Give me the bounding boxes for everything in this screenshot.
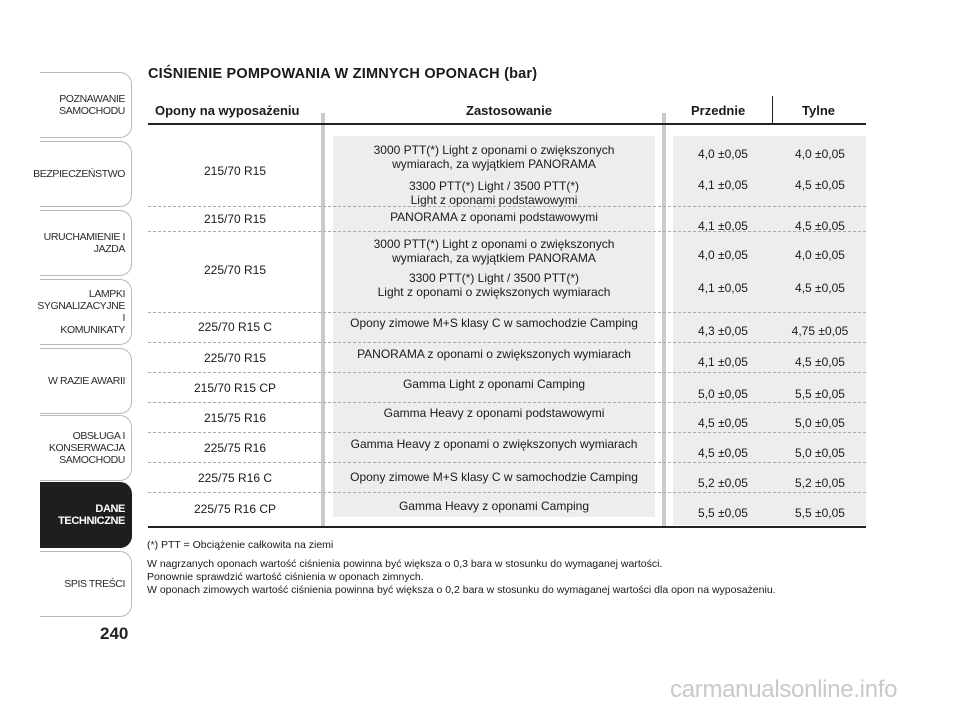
- front-pressure: 4,1 ±0,05: [698, 219, 748, 233]
- front-pressure: 4,3 ±0,05: [698, 324, 748, 338]
- sidebar-tab-poznawanie[interactable]: POZNAWANIE SAMOCHODU: [40, 72, 132, 138]
- footnote-line: W oponach zimowych wartość ciśnienia powinna być większa o 0,2 bara w stosunku do wymaganej wartości dla opon na wyposażeniu.: [147, 584, 776, 596]
- rear-pressure: 4,0 ±0,05: [795, 147, 845, 161]
- header-application: Zastosowanie: [466, 103, 552, 118]
- tyre-cell: 215/70 R15 CP: [193, 381, 277, 395]
- application-cell: Opony zimowe M+S klasy C w samochodzie Camping: [350, 316, 638, 330]
- row-divider: [148, 312, 866, 313]
- page-number: 240: [100, 624, 129, 643]
- header-rear: Tylne: [802, 103, 835, 118]
- rear-pressure: 4,5 ±0,05: [795, 178, 845, 192]
- front-pressure: 4,1 ±0,05: [698, 281, 748, 295]
- column-separator-right: [662, 113, 666, 527]
- application-cell: Gamma Heavy z oponami Camping: [398, 499, 590, 513]
- rear-pressure: 5,0 ±0,05: [795, 446, 845, 460]
- application-cell: Gamma Heavy z oponami podstawowymi: [383, 406, 605, 420]
- column-separator-left: [321, 113, 325, 527]
- rear-pressure: 4,5 ±0,05: [795, 219, 845, 233]
- sidebar-tab-dane-techniczne[interactable]: DANE TECHNICZNE: [40, 482, 132, 548]
- footnote-line: Ponownie sprawdzić wartość ciśnienia w oponach zimnych.: [147, 571, 424, 583]
- row-divider: [148, 432, 866, 433]
- application-cell: Gamma Heavy z oponami o zwiększonych wymiarach: [350, 437, 638, 451]
- tyre-cell: 215/75 R16: [203, 411, 267, 425]
- tyre-cell: 225/75 R16 C: [197, 471, 273, 485]
- page-title: CIŚNIENIE POMPOWANIA W ZIMNYCH OPONACH (bar): [148, 66, 538, 82]
- header-front: Przednie: [691, 103, 746, 118]
- application-cell: Gamma Light z oponami Camping: [402, 377, 586, 391]
- row-divider: [148, 492, 866, 493]
- front-pressure: 4,5 ±0,05: [698, 446, 748, 460]
- application-cell: 3300 PTT(*) Light / 3500 PTT(*) Light z oponami podstawowymi: [408, 179, 580, 207]
- rear-pressure: 4,5 ±0,05: [795, 281, 845, 295]
- sidebar-tab-bezpieczenstwo[interactable]: BEZPIECZEŃSTWO: [40, 141, 132, 207]
- front-pressure: 4,0 ±0,05: [698, 147, 748, 161]
- sidebar-tab-uruchamienie[interactable]: URUCHAMIENIE I JAZDA: [40, 210, 132, 276]
- sidebar-tab-spis-tresci[interactable]: SPIS TREŚCI: [40, 551, 132, 617]
- rear-pressure: 4,0 ±0,05: [795, 248, 845, 262]
- front-pressure: 4,1 ±0,05: [698, 355, 748, 369]
- application-cell: 3300 PTT(*) Light / 3500 PTT(*) Light z oponami o zwiększonych wymiarach: [377, 271, 611, 299]
- sidebar-tab-lampki[interactable]: LAMPKI SYGNALIZACYJNE I KOMUNIKATY: [40, 279, 132, 345]
- front-pressure: 4,1 ±0,05: [698, 178, 748, 192]
- rear-pressure: 5,5 ±0,05: [795, 506, 845, 520]
- watermark: carmanualsonline.info: [670, 676, 898, 703]
- front-pressure: 5,0 ±0,05: [698, 387, 748, 401]
- footnote-ptt: (*) PTT = Obciążenie całkowita na ziemi: [147, 539, 334, 551]
- tyre-cell: 225/75 R16: [203, 441, 267, 455]
- rear-pressure: 5,0 ±0,05: [795, 416, 845, 430]
- application-cell: 3000 PTT(*) Light z oponami o zwiększonych wymiarach, za wyjątkiem PANORAMA: [373, 237, 615, 265]
- rear-pressure: 4,5 ±0,05: [795, 355, 845, 369]
- front-pressure: 4,0 ±0,05: [698, 248, 748, 262]
- tyre-cell: 225/70 R15: [203, 351, 267, 365]
- header-tyre: Opony na wyposażeniu: [155, 103, 300, 118]
- row-divider: [148, 342, 866, 343]
- rear-pressure: 5,5 ±0,05: [795, 387, 845, 401]
- tyre-cell: 225/75 R16 CP: [193, 502, 277, 516]
- sidebar-tab-obsluga[interactable]: OBSŁUGA I KONSERWACJA SAMOCHODU: [40, 415, 132, 481]
- sidebar-tab-awarie[interactable]: W RAZIE AWARII: [40, 348, 132, 414]
- tyre-cell: 215/70 R15: [203, 164, 267, 178]
- application-cell: PANORAMA z oponami podstawowymi: [390, 210, 598, 224]
- application-cell: 3000 PTT(*) Light z oponami o zwiększonych wymiarach, za wyjątkiem PANORAMA: [373, 143, 615, 171]
- row-divider: [148, 462, 866, 463]
- row-divider: [148, 402, 866, 403]
- row-divider: [148, 372, 866, 373]
- front-pressure: 4,5 ±0,05: [698, 416, 748, 430]
- rear-pressure: 5,2 ±0,05: [795, 476, 845, 490]
- application-cell: Opony zimowe M+S klasy C w samochodzie Camping: [350, 470, 638, 484]
- tyre-cell: 225/70 R15: [203, 263, 267, 277]
- table-bottom-rule: [148, 526, 866, 528]
- rear-pressure: 4,75 ±0,05: [791, 324, 849, 338]
- front-pressure: 5,5 ±0,05: [698, 506, 748, 520]
- front-pressure: 5,2 ±0,05: [698, 476, 748, 490]
- header-divider: [772, 96, 773, 124]
- header-rule: [148, 123, 866, 125]
- footnote-line: W nagrzanych oponach wartość ciśnienia powinna być większa o 0,3 bara w stosunku do wymaganej wartości.: [147, 558, 663, 570]
- tyre-cell: 225/70 R15 C: [197, 320, 273, 334]
- application-cell: PANORAMA z oponami o zwiększonych wymiarach: [357, 347, 631, 361]
- tyre-cell: 215/70 R15: [203, 212, 267, 226]
